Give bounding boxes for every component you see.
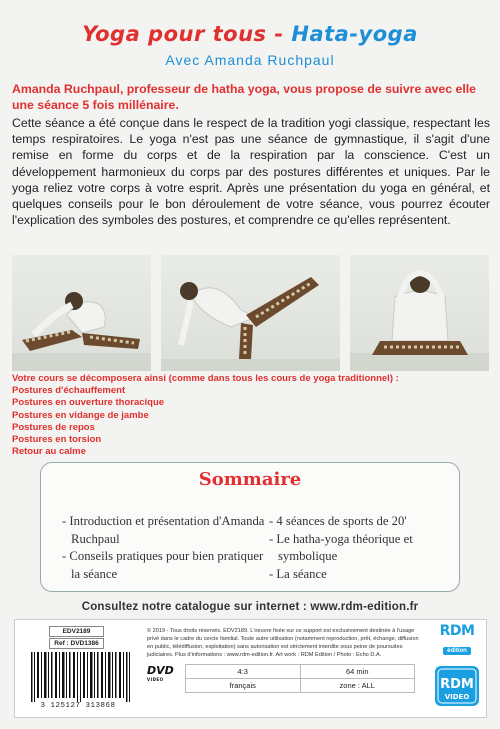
sommaire-column-right (269, 513, 454, 583)
yoga-pose-leg-stretch-figure (161, 255, 340, 371)
spec-zone: zone : ALL (300, 679, 414, 693)
intro-text: Amanda Ruchpaul, professeur de hatha yoga, vous propose de suivre avec elle une séance 5 fois millénaire. (12, 82, 477, 112)
barcode-area (19, 624, 137, 714)
dvd-video-logo (147, 664, 174, 682)
course-item: Postures de repos (12, 421, 95, 433)
sommaire-column-left (62, 513, 272, 583)
spec-language: français (186, 679, 301, 693)
yoga-pose-back-arms-figure (350, 255, 489, 371)
dvd-logo-text: DVD (147, 664, 174, 677)
course-item: Postures en ouverture thoracique (12, 397, 165, 409)
page-title (0, 22, 500, 46)
sommaire-item: - Conseils pratiques pour bien pratiquer la séance (62, 548, 272, 583)
course-heading: Votre cours se décomposera ainsi (comme dans tous les cours de yoga traditionnel) : (12, 373, 399, 384)
course-item: Postures en torsion (12, 434, 102, 446)
subtitle: Avec Amanda Ruchpaul (165, 52, 335, 68)
spec-duration: 64 min (300, 665, 414, 679)
rdm-edition-logo (434, 623, 480, 659)
sommaire-item: - Le hatha-yoga théorique et symbolique (269, 531, 454, 566)
barcode-icon (29, 652, 133, 702)
yoga-pose-seated-twist-figure (12, 255, 151, 371)
sommaire-item: - Introduction et présentation d'Amanda Ruchpaul (62, 513, 272, 548)
course-list (12, 385, 164, 459)
rdm-video-logo (433, 664, 481, 708)
rdm-logo-sub: édition (443, 647, 471, 655)
yoga-photo-3 (350, 255, 489, 371)
yoga-photo-1 (12, 255, 151, 371)
catalog-link-text: Consultez notre catalogue sur internet : www.rdm-edition.fr (81, 601, 419, 613)
title-hata-yoga: Hata-yoga (291, 22, 418, 46)
course-item: Retour au calme (12, 446, 86, 458)
legal-text: © 2019 - Tous droits réservés. EDV2189. L'oeuvre fixée sur ce support est exclusivement destinée à l'usage privé dans le cadre du cercle familial. Toute autre utilisation (notamment reproduction, prêt, échange, diffusion en public, télédiffusion, exploitation) sans autorisation est strictement interdite sous peine de poursuites judiciaires. Plus d'informations : www.rdm-edition.fr. Art work : RDM Edition / Photo : Echo D.A. (147, 628, 419, 658)
ref-dvd: Ref : DVD1386 (49, 638, 104, 649)
sommaire-title: Sommaire (198, 469, 302, 490)
specs-table (185, 664, 415, 693)
description-text: Cette séance a été conçue dans le respect de la tradition yogi classique, respectant les temps respiratoires. Le yoga n'est pas une séance de gymnastique, il s'agit d'une remise en forme du corps et de la respiration par la conscience. C'est un développement harmonieux du corps par des postures différentes et uniques. Par le yoga reliez votre corps à votre esprit. Après une présentation du yoga en général, et quelques conseils pour le bon déroulement de votre séance, vous pourrez écouter l'explication des symboles des postures, et comprendre ce qu'elles représentent. (12, 116, 490, 228)
yoga-photo-2 (161, 255, 340, 371)
course-item: Postures d'échauffement (12, 385, 126, 396)
rdm-logo-text: RDM (439, 623, 475, 639)
footer-strip (14, 619, 487, 718)
rdm-video-logo-text: RDM (440, 677, 474, 692)
sommaire-box (40, 462, 460, 592)
sommaire-item: - 4 séances de sports de 20' (269, 513, 454, 531)
rdm-video-logo-sub: VIDEO (444, 693, 470, 701)
dvd-logo-sub: VIDEO (147, 677, 164, 682)
course-item: Postures en vidange de jambe (12, 409, 149, 421)
title-yoga-pour-tous: Yoga pour tous - (82, 22, 292, 46)
spec-aspect: 4:3 (186, 665, 301, 679)
barcode-number: 3 125127 313868 (40, 702, 116, 710)
sommaire-item: - La séance (269, 566, 454, 584)
ref-edv: EDV2189 (49, 626, 104, 637)
